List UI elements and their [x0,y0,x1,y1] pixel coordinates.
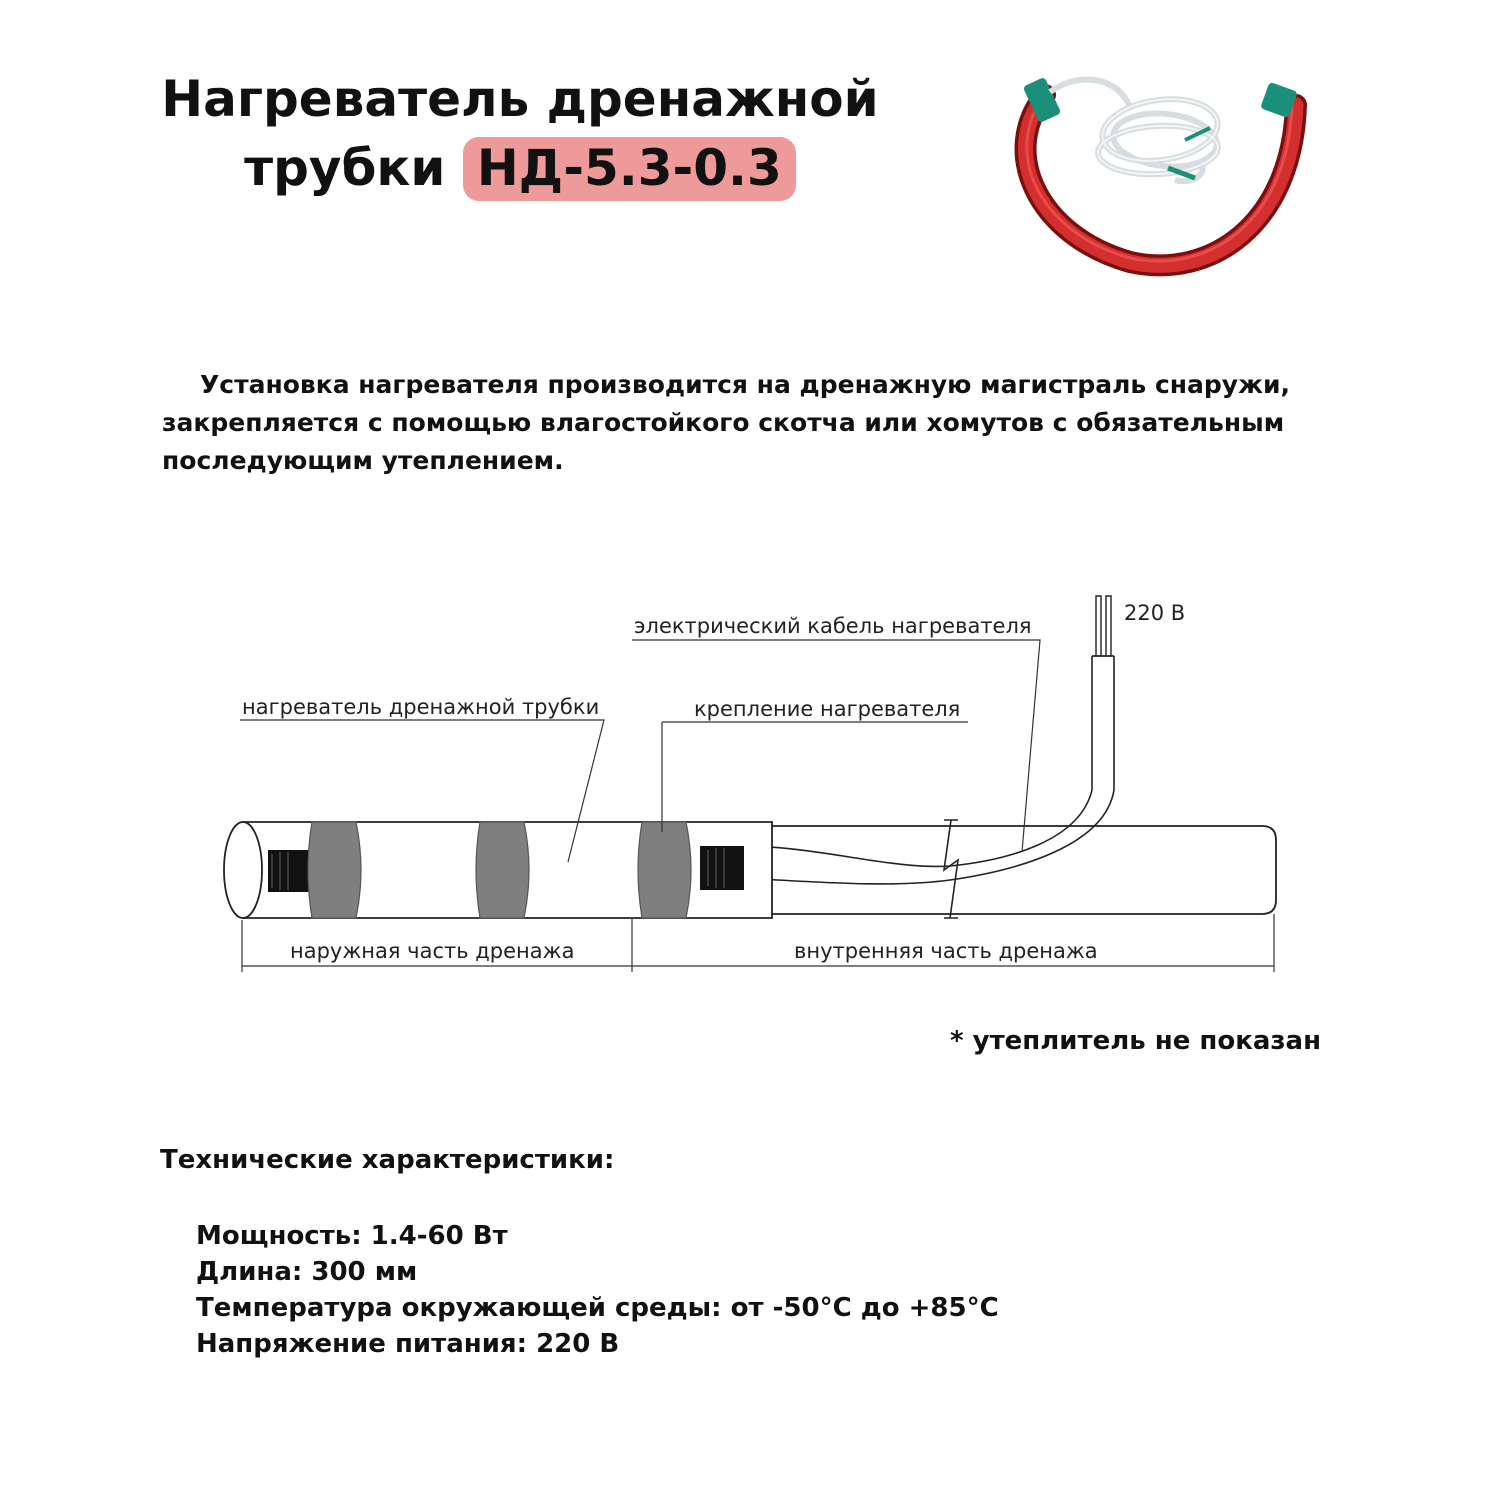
model-badge: НД-5.3-0.3 [463,137,796,201]
page-title-line1: Нагреватель дренажной [161,70,879,128]
spec-length: Длина: 300 мм [196,1257,418,1287]
clamp-1 [308,822,361,918]
clamp-2 [476,822,529,918]
label-mount: крепление нагревателя [694,697,961,721]
spec-temperature: Температура окружающей среды: от -50°С до +85°С [196,1293,999,1323]
voltage-label: 220 В [1124,601,1186,625]
label-outer-part: наружная часть дренажа [290,939,575,963]
insulation-note: * утеплитель не показан [950,1026,1322,1056]
clamp-3 [638,822,691,918]
specs-list [196,1218,999,1362]
label-inner-part: внутренняя часть дренажа [794,939,1098,963]
intro-text: Установка нагревателя производится на дренажную магистраль снаружи, закрепляется с помощью влагостойкого скотча или хомутов с обязательным последующим утеплением. [162,370,1290,475]
installation-diagram [224,596,1276,972]
label-cable: электрический кабель нагревателя [634,614,1032,638]
title-word: трубки [244,139,446,197]
pipe-opening [224,822,262,918]
specs-heading: Технические характеристики: [160,1145,615,1175]
label-heater: нагреватель дренажной трубки [242,695,600,719]
spec-power: Мощность: 1.4-60 Вт [196,1221,508,1251]
heater-cable-photo [1023,77,1298,266]
installation-intro [162,366,1322,480]
spec-voltage: Напряжение питания: 220 В [196,1329,620,1359]
